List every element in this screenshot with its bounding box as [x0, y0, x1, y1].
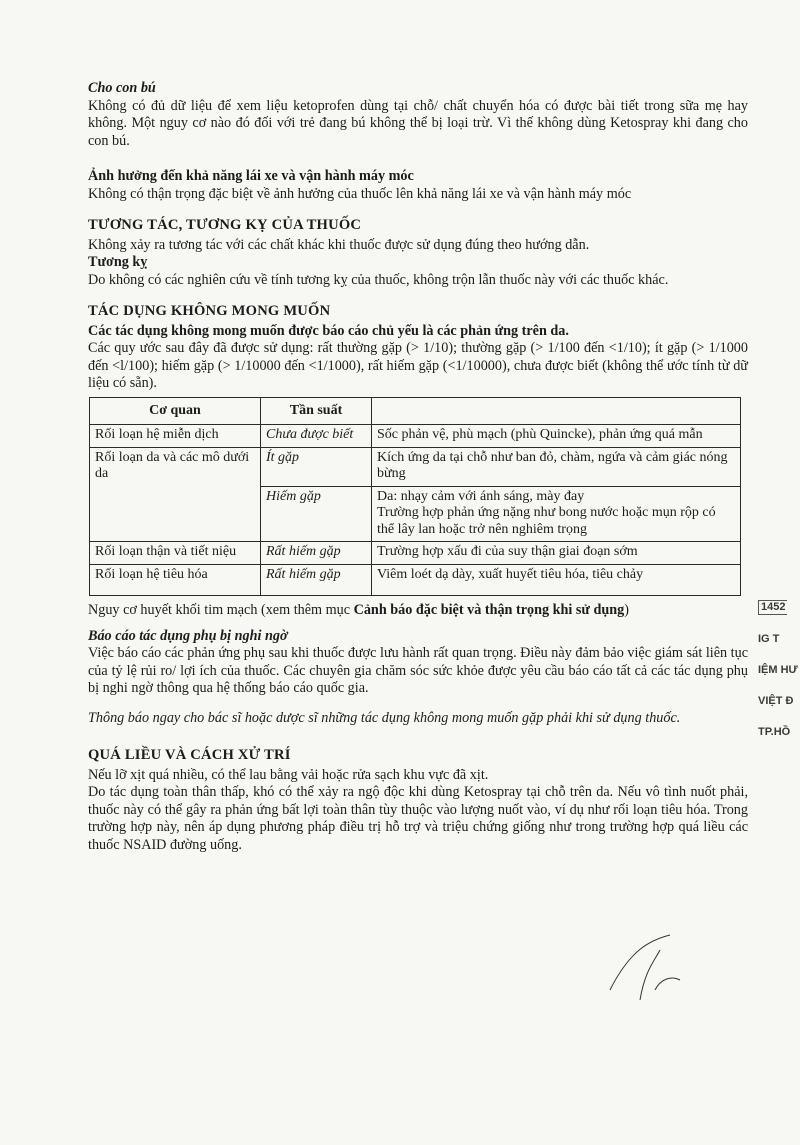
- effect-cell: Da: nhạy cảm với ánh sáng, mày đay Trường hợp phản ứng nặng như bong nước hoặc mụn rộp có thể lây lan hoặc trở nên nghiêm trọng: [372, 486, 741, 542]
- frequency-cell: Hiếm gặp: [261, 486, 372, 542]
- effect-cell: Trường hợp xấu đi của suy thận giai đoạn sớm: [372, 542, 741, 565]
- overdose-heading: QUÁ LIỀU VÀ CÁCH XỬ TRÍ: [88, 747, 291, 763]
- stamp-line: VIỆT Đ: [758, 695, 794, 707]
- table-header-cell: Cơ quan: [90, 397, 261, 425]
- table-header-row: [90, 397, 741, 425]
- frequency-cell: Rất hiếm gặp: [261, 542, 372, 565]
- incompat-text: Do không có các nghiên cứu về tính tương kỵ của thuốc, không trộn lẫn thuốc này với các thuốc khác.: [88, 271, 669, 288]
- table-header-cell: [372, 397, 741, 425]
- cv-note-bold: Cảnh báo đặc biệt và thận trọng khi sử dụng: [353, 602, 625, 618]
- table-row: [90, 447, 741, 486]
- cv-note-end: ): [624, 602, 629, 618]
- reporting-text: Việc báo cáo các phản ứng phụ sau khi thuốc được lưu hành rất quan trọng. Điều này đảm bảo việc giám sát liên tục của tỷ lệ rủi ro/ lợi ích của thuốc. Các chuyên gia chăm sóc sức khỏe được yêu cầu báo cáo tất cả các tác dụng phụ bị nghi ngờ thông qua hệ thống báo cáo quốc gia.: [88, 645, 748, 696]
- adverse-heading: TÁC DỤNG KHÔNG MONG MUỐN: [88, 303, 331, 319]
- stamp-line: IỆM HƯ: [758, 664, 798, 676]
- adverse-effects-table: [89, 397, 741, 597]
- overdose-text: Do tác dụng toàn thân thấp, khó có thể xảy ra ngộ độc khi dùng Ketospray tại chỗ trên da. Nếu vô tình nuốt phải, thuốc này có thể gây ra phản ứng bất lợi toàn thân tùy thuộc vào lượng nuốt vào, ví dụ như rối loạn tiêu hóa. Trong trường hợp này, nên áp dụng phương pháp điều trị hỗ trợ và triệu chứng giống như trong trường hợp quá liều các thuốc NSAID đường uống.: [88, 784, 748, 853]
- breastfeeding-title: Cho con bú: [88, 80, 156, 96]
- stamp-line: 1452: [758, 600, 787, 615]
- side-stamp: [758, 600, 800, 757]
- effect-cell: Viêm loét dạ dày, xuất huyết tiêu hóa, tiêu chảy: [372, 564, 741, 596]
- frequency-cell: Chưa được biết: [261, 425, 372, 448]
- interactions-text: Không xảy ra tương tác với các chất khác khi thuốc được sử dụng đúng theo hướng dẫn.: [88, 236, 590, 253]
- reporting-title: Báo cáo tác dụng phụ bị nghi ngờ: [88, 627, 288, 644]
- interactions-heading: TƯƠNG TÁC, TƯƠNG KỴ CỦA THUỐC: [88, 217, 362, 233]
- signature-scribble: [600, 930, 690, 1010]
- stamp-line: IG T: [758, 633, 780, 645]
- driving-title: Ảnh hưởng đến khả năng lái xe và vận hành máy móc: [88, 168, 414, 184]
- effect-cell: Kích ứng da tại chỗ như ban đỏ, chàm, ngứa và cảm giác nóng bừng: [372, 447, 741, 486]
- driving-text: Không có thận trọng đặc biệt về ảnh hưởng của thuốc lên khả năng lái xe và vận hành máy móc: [88, 185, 632, 202]
- overdose-line1: Nếu lỡ xịt quá nhiều, có thể lau bằng vải hoặc rửa sạch khu vực đã xịt.: [88, 766, 489, 783]
- table-row: [90, 564, 741, 596]
- table-row: [90, 542, 741, 565]
- organ-cell: Rối loạn da và các mô dưới da: [90, 447, 261, 542]
- organ-cell: Rối loạn hệ tiêu hóa: [90, 564, 261, 596]
- table-row: [90, 425, 741, 448]
- reporting-italic-note: Thông báo ngay cho bác sĩ hoặc dược sĩ những tác dụng không mong muốn gặp phải khi sử dụng thuốc.: [88, 709, 681, 726]
- frequency-cell: Ít gặp: [261, 447, 372, 486]
- incompat-title: Tương kỵ: [88, 254, 148, 270]
- stamp-line: TP.HỒ: [758, 726, 791, 738]
- document-page: [88, 80, 748, 854]
- breastfeeding-text: Không có đủ dữ liệu để xem liệu ketoprofen dùng tại chỗ/ chất chuyển hóa có được bài tiết trong sữa mẹ hay không. Một nguy cơ nào đó đối với trẻ đang bú không thể bị loại trừ. Vì thế không dùng Ketospray khi đang cho con bú.: [88, 97, 748, 149]
- frequency-cell: Rất hiếm gặp: [261, 564, 372, 596]
- effect-cell: Sốc phản vệ, phù mạch (phù Quincke), phản ứng quá mẫn: [372, 425, 741, 448]
- cv-note-text: Nguy cơ huyết khối tim mạch (xem thêm mục: [88, 602, 354, 618]
- organ-cell: Rối loạn hệ miễn dịch: [90, 425, 261, 448]
- cv-risk-note: [88, 602, 748, 620]
- organ-cell: Rối loạn thận và tiết niệu: [90, 542, 261, 565]
- adverse-convention: Các quy ước sau đây đã được sử dụng: rất thường gặp (> 1/10); thường gặp (> 1/100 đến <1/10); ít gặp (> 1/1000 đến <l/100); hiếm gặp (> 1/10000 đến <1/1000), rất hiếm gặp (<1/10000), chưa được biết (không thể ước tính từ dữ liệu có sẵn).: [88, 340, 748, 391]
- table-header-cell: Tần suất: [261, 397, 372, 425]
- adverse-lead: Các tác dụng không mong muốn được báo cáo chủ yếu là các phản ứng trên da.: [88, 322, 569, 339]
